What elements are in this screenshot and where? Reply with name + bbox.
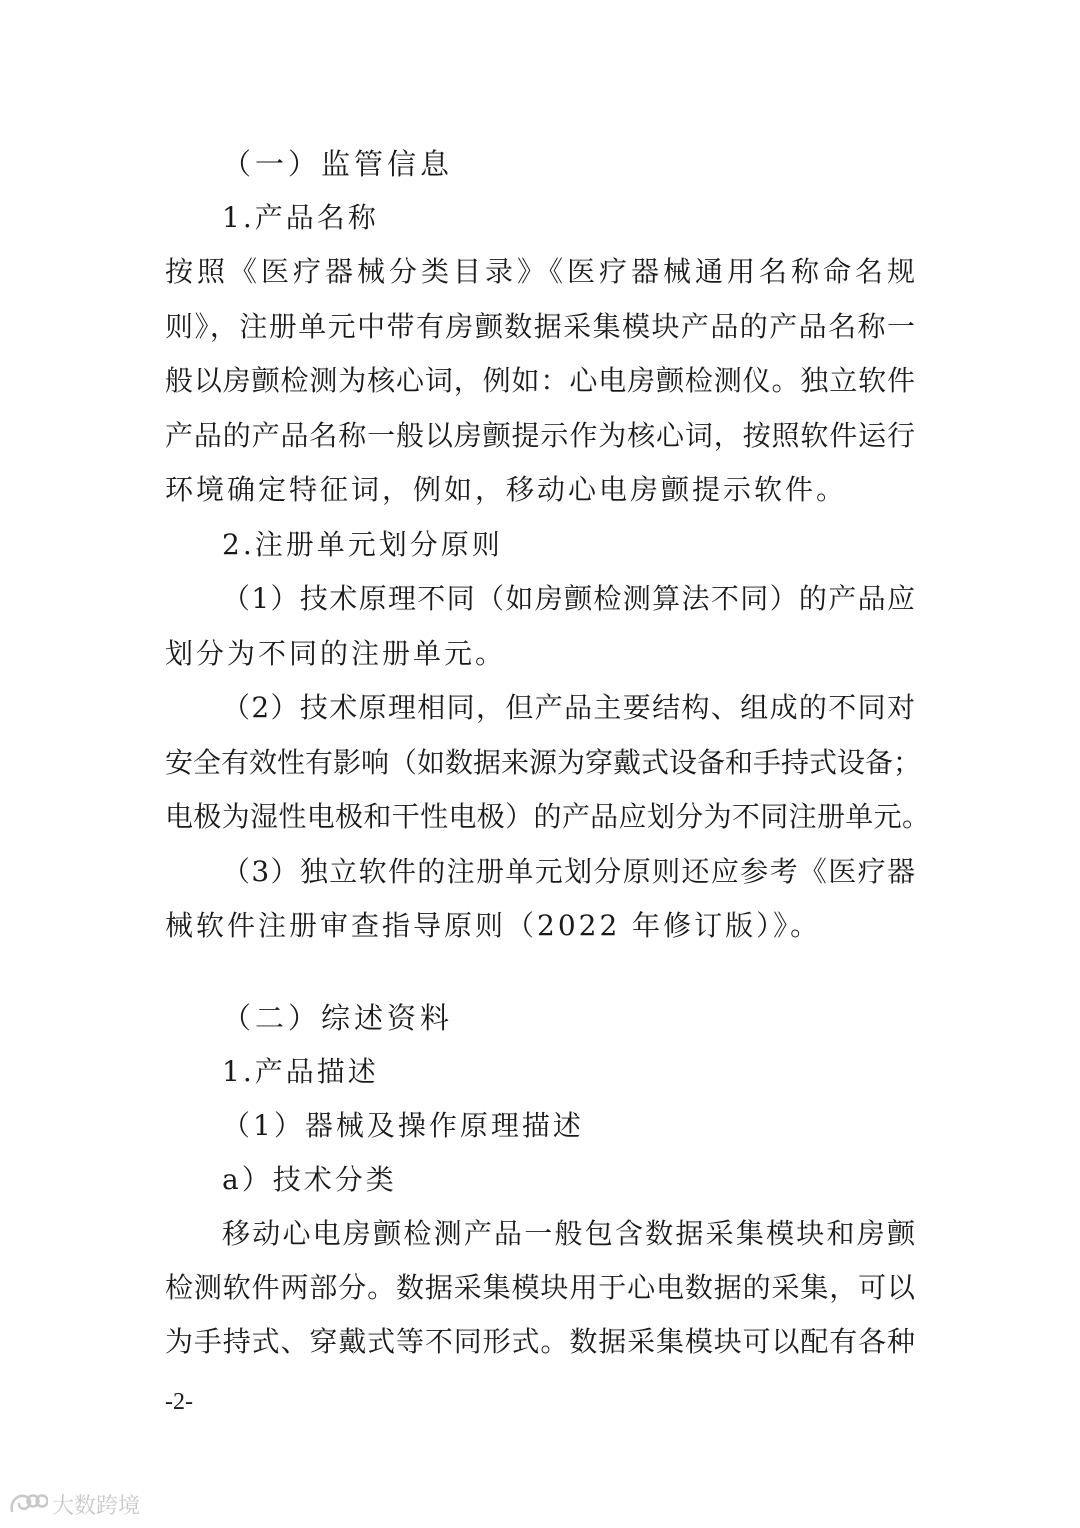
paragraph-line: （3）独立软件的注册单元划分原则还应参考《医疗器 bbox=[222, 855, 915, 888]
paragraph-line: 为手持式、穿戴式等不同形式。数据采集模块可以配有各种 bbox=[165, 1325, 915, 1358]
paragraph-line: 电极为湿性电极和干性电极）的产品应划分为不同注册单元。 bbox=[165, 800, 930, 833]
logo-icon bbox=[8, 1489, 48, 1519]
page-number: -2- bbox=[165, 1389, 193, 1415]
item-title: （1）器械及操作原理描述 bbox=[222, 1109, 584, 1142]
paragraph-line: 移动心电房颤检测产品一般包含数据采集模块和房颤 bbox=[222, 1217, 915, 1250]
paragraph-line: 按照《医疗器械分类目录》《医疗器械通用名称命名规 bbox=[165, 255, 915, 288]
paragraph-line: 检测软件两部分。数据采集模块用于心电数据的采集，可以 bbox=[165, 1271, 915, 1304]
paragraph-line: 划分为不同的注册单元。 bbox=[165, 637, 507, 670]
item-title: 1.产品描述 bbox=[222, 1055, 379, 1088]
paragraph-line: 般以房颤检测为核心词，例如：心电房颤检测仪。独立软件 bbox=[165, 364, 915, 397]
paragraph-line: 产品的产品名称一般以房颤提示作为核心词，按照软件运行 bbox=[165, 419, 915, 452]
paragraph-line: （2）技术原理相同，但产品主要结构、组成的不同对 bbox=[222, 691, 915, 724]
item-title: 2.注册单元划分原则 bbox=[222, 528, 503, 561]
item-title: 1.产品名称 bbox=[222, 201, 379, 234]
item-title: a）技术分类 bbox=[222, 1163, 397, 1196]
paragraph-line: 环境确定特征词，例如，移动心电房颤提示软件。 bbox=[165, 473, 848, 506]
paragraph-line: 械软件注册审查指导原则（2022 年修订版）》。 bbox=[165, 909, 822, 942]
watermark-text: 大数跨境 bbox=[52, 1493, 141, 1519]
paragraph-line: （1）技术原理不同（如房颤检测算法不同）的产品应 bbox=[222, 582, 915, 615]
paragraph-line: 则》，注册单元中带有房颤数据采集模块产品的产品名称一 bbox=[165, 310, 915, 343]
section-heading: （一）监管信息 bbox=[222, 147, 454, 181]
watermark bbox=[8, 1487, 140, 1521]
paragraph-line: 安全有效性有影响（如数据来源为穿戴式设备和手持式设备； bbox=[165, 746, 922, 779]
section-heading: （二）综述资料 bbox=[222, 1001, 454, 1035]
